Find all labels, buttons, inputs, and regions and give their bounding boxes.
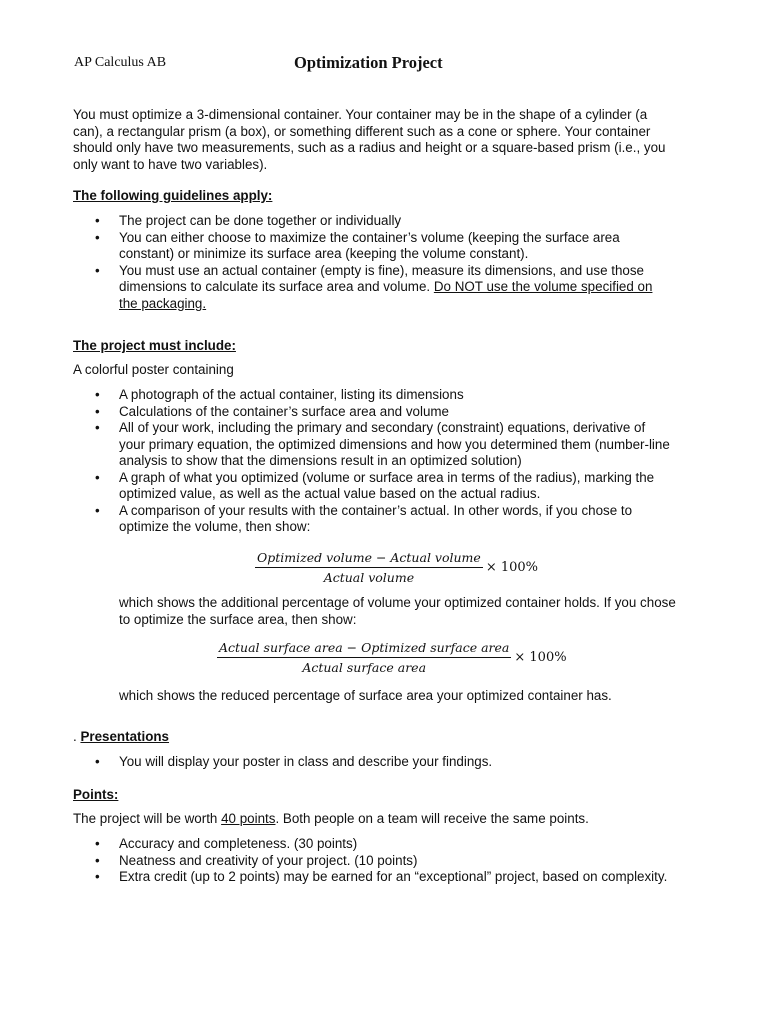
bullet-icon: • (95, 469, 100, 485)
list-item: • A photograph of the actual container, listing its dimensions (95, 387, 464, 402)
list-item: • A comparison of your results with the container’s actual. In other words, if you chose to optimize the volume, then show: (95, 502, 633, 534)
bullet-icon: • (95, 869, 100, 884)
volume-formula (255, 550, 538, 585)
points-heading: Points: (73, 787, 119, 802)
surface-area-explanation: which shows the reduced percentage of surface area your optimized container has. (119, 688, 612, 703)
bullet-icon: • (95, 229, 100, 245)
formula-denominator: Actual volume (323, 570, 415, 585)
surface-area-formula (217, 640, 567, 675)
bullet-icon: • (95, 852, 100, 868)
presentations-heading: . Presentations (73, 729, 170, 744)
list-item: • Accuracy and completeness. (30 points) (95, 836, 358, 851)
packaging-warning: Do NOT use the volume specified on the packaging. (119, 279, 653, 311)
intro-paragraph: You must optimize a 3-dimensional container. Your container may be in the shape of a cylinder (a can), a rectangular prism (a box), or something different such as a cone or sphere. Your container should only have two measurements, such as a radius and height or a square-based prism (i.e., you only want to have two variables). (73, 107, 666, 172)
guidelines-heading: The following guidelines apply: (73, 188, 273, 203)
list-item: • You will display your poster in class and describe your findings. (95, 754, 493, 769)
points-list (73, 836, 673, 886)
include-list (73, 387, 673, 536)
formula-multiplier: × 100% (514, 650, 567, 665)
bullet-icon: • (95, 387, 100, 402)
bullet-icon: • (95, 213, 100, 228)
list-item: • Extra credit (up to 2 points) may be earned for an “exceptional” project, based on complexity. (95, 869, 668, 884)
list-item: • Neatness and creativity of your project. (10 points) (95, 852, 418, 868)
list-item: • All of your work, including the primary and secondary (constraint) equations, derivative of your primary equation, the optimized dimensions and how you determined them (number-line analysis to show that the dimensions result in an optimized solution) (95, 420, 670, 468)
bullet-icon: • (95, 420, 100, 435)
points-summary: The project will be worth 40 points. Both people on a team will receive the same points. (73, 811, 589, 826)
stray-period: . (73, 729, 81, 744)
bullet-icon: • (95, 403, 100, 419)
formula-numerator: Actual surface area − Optimized surface area (217, 640, 511, 658)
guidelines-list (73, 213, 673, 312)
formula-denominator: Actual surface area (302, 660, 427, 675)
formula-multiplier: × 100% (485, 560, 539, 575)
course-name: AP Calculus AB (74, 55, 167, 70)
bullet-icon: • (95, 836, 100, 851)
formula-numerator: Optimized volume − Actual volume (255, 550, 483, 568)
list-item: • You must use an actual container (empty is fine), measure its dimensions, and use those dimensions to calculate its surface area and volume. Do NOT use the volume specified on the packaging. (95, 262, 653, 311)
list-item: • Calculations of the container’s surface area and volume (95, 403, 449, 419)
page-title: Optimization Project (294, 53, 443, 72)
bullet-icon: • (95, 754, 100, 769)
list-item: • The project can be done together or individually (95, 213, 402, 228)
bullet-icon: • (95, 262, 100, 278)
presentations-list (73, 754, 673, 771)
include-lead: A colorful poster containing (73, 362, 234, 377)
list-item: • A graph of what you optimized (volume or surface area in terms of the radius), marking the optimized value, as well as the actual value based on the actual radius. (95, 469, 655, 501)
bullet-icon: • (95, 502, 100, 518)
volume-explanation: which shows the additional percentage of volume your optimized container holds. If you chose to optimize the surface area, then show: (119, 595, 676, 627)
total-points: 40 points (221, 811, 276, 826)
list-item: • You can either choose to maximize the container’s volume (keeping the surface area constant) or minimize its surface area (keeping the volume constant). (95, 229, 620, 261)
include-heading: The project must include: (73, 338, 236, 353)
